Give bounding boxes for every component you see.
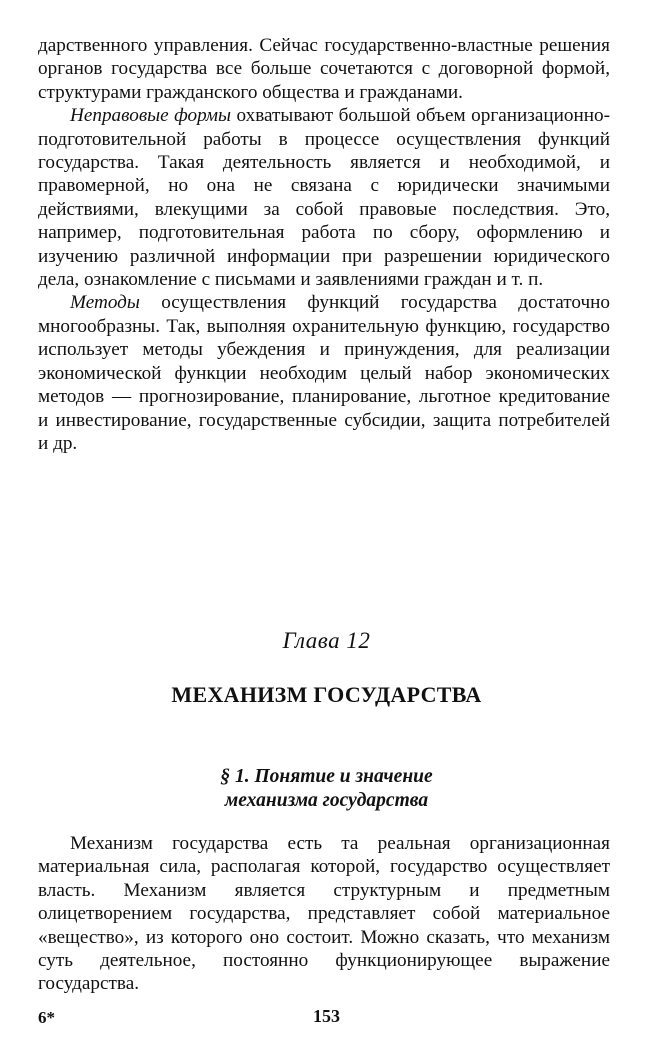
printer-signature-mark: 6* [38,1008,55,1027]
chapter-label: Глава 12 [282,628,371,653]
term-non-legal-forms: Неправовые формы [70,105,232,127]
section-title-line-1: § 1. Понятие и значение [220,766,433,787]
text-block-bottom [38,832,610,996]
paragraph-methods [38,291,610,455]
paragraph-mechanism-definition [38,832,610,996]
paragraph-3-text: осуществления функций государства достаточно многообразны. Так, выполняя охранительную функцию, государство использует методы убеждения и принуждения, для реализации экономической функции необходим целый набор экономических методов — прогнозирование, планирование, льготное кредитование и инвестирование, государственные субсидии, защита потребителей и др. [38,292,610,454]
paragraph-4-text: Механизм государства есть та реальная организационная материальная сила, располагая которой, государство осуществляет власть. Механизм является структурным и предметным олицетворением государства, представляет собой материальное «вещество», из которого оно состоит. Можно сказать, что механизм суть деятельное, постоянно функционирующее выражение государства. [38,833,610,995]
paragraph-continued [38,34,610,104]
text-block-top [38,34,610,455]
section-title [0,765,653,813]
term-methods: Методы [70,292,140,314]
paragraph-1-text: дарственного управления. Сейчас государственно-властные решения органов государства все больше сочетаются с договорной формой, структурами гражданского общества и гражданами. [38,35,610,103]
chapter-title: МЕХАНИЗМ ГОСУДАРСТВА [171,682,482,707]
page-number: 153 [313,1006,340,1026]
section-title-line-2: механизма государства [224,790,429,811]
paragraph-non-legal-forms [38,104,610,291]
paragraph-2-text: охватывают большой объем организационно-подготовительной работы в процессе осуществления функций государства. Такая деятельность является и необходимой, и правомерной, но она не связана с юридически значимыми действиями, влекущими за собой правовые последствия. Это, например, подготовительная работа по сбору, оформлению и изучению различной информации при разрешении юридического дела, ознакомление с письмами и заявлениями граждан и т. п. [38,105,610,291]
